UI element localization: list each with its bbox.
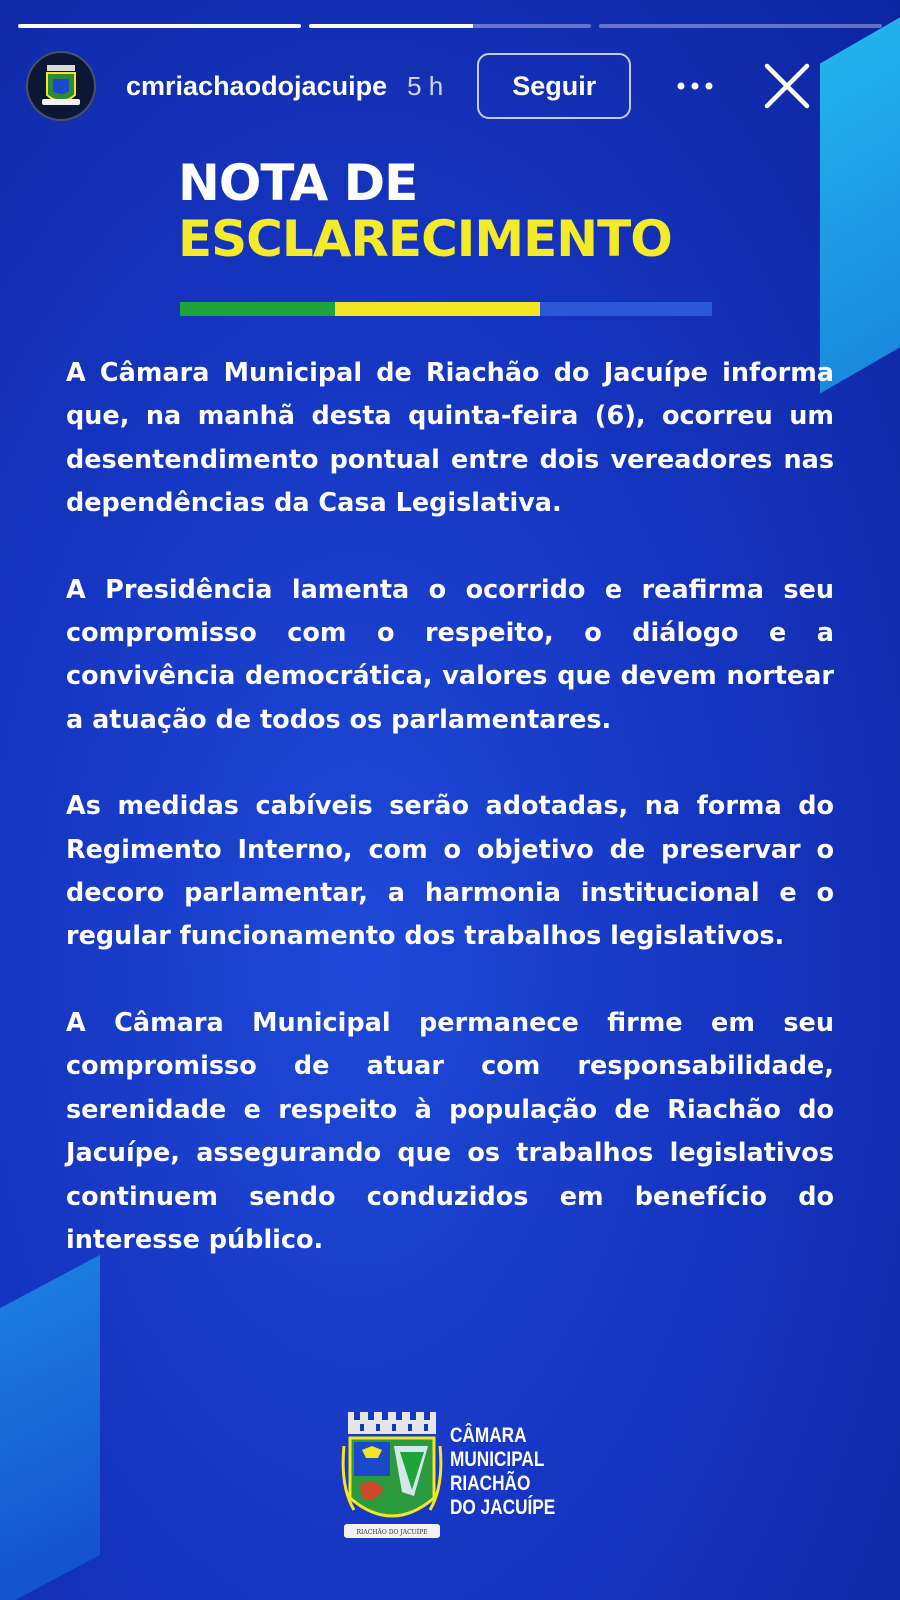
story-header <box>26 50 874 122</box>
more-dots-icon <box>675 81 715 91</box>
post-time: 5 h <box>407 70 444 101</box>
paragraph: A Câmara Municipal de Riachão do Jacuípe informa que, na manhã desta quinta-feira (6), ocorreu um desentendimento pontual entre dois vereadores nas dependências da Casa Legislativa. <box>66 358 834 519</box>
username[interactable]: cmriachaodojacuipe <box>126 70 388 101</box>
paragraph: A Câmara Municipal permanece firme em seu compromisso de atuar com responsabilidade, serenidade e respeito à população de Riachão do Jacuípe, assegurando que os trabalhos legislativos continuem sendo conduzidos em benefício do interesse público. <box>66 1007 834 1255</box>
camara-crest-icon <box>39 61 83 111</box>
decorative-blue-shape <box>0 1255 100 1600</box>
avatar[interactable] <box>26 51 96 121</box>
title-line-2: ESCLARECIMENTO <box>178 210 672 268</box>
crest-ribbon-text: RIACHÃO DO JACUÍPE <box>356 1529 428 1536</box>
title-line-1: NOTA DE <box>178 154 418 212</box>
story-body <box>66 352 834 1305</box>
camara-crest-icon <box>340 1406 444 1546</box>
story-progress-segment <box>599 24 882 28</box>
logo-line: RIACHÃO <box>450 1472 531 1495</box>
logo-line: MUNICIPAL <box>450 1448 545 1471</box>
camara-logo <box>340 1406 578 1546</box>
logo-line: CÂMARA <box>450 1424 527 1447</box>
follow-button[interactable]: Seguir <box>477 53 631 119</box>
more-options-button[interactable] <box>675 66 715 106</box>
paragraph: As medidas cabíveis serão adotadas, na forma do Regimento Interno, com o objetivo de preservar o decoro parlamentar, a harmonia institucional e o regular funcionamento dos trabalhos legislativos. <box>66 791 834 952</box>
story-progress-segment <box>18 24 301 28</box>
close-icon <box>763 62 811 110</box>
paragraph: A Presidência lamenta o ocorrido e reafirma seu compromisso com o respeito, o diálogo e a convivência democrática, valores que devem nortear a atuação de todos os parlamentares. <box>66 574 834 735</box>
camara-logo-text <box>450 1424 555 1520</box>
logo-line: DO JACUÍPE <box>450 1496 556 1519</box>
story-title <box>178 154 672 268</box>
close-button[interactable] <box>761 60 813 112</box>
story-progress <box>18 24 882 28</box>
story-progress-segment <box>309 24 592 28</box>
title-underline-bar <box>180 302 712 316</box>
